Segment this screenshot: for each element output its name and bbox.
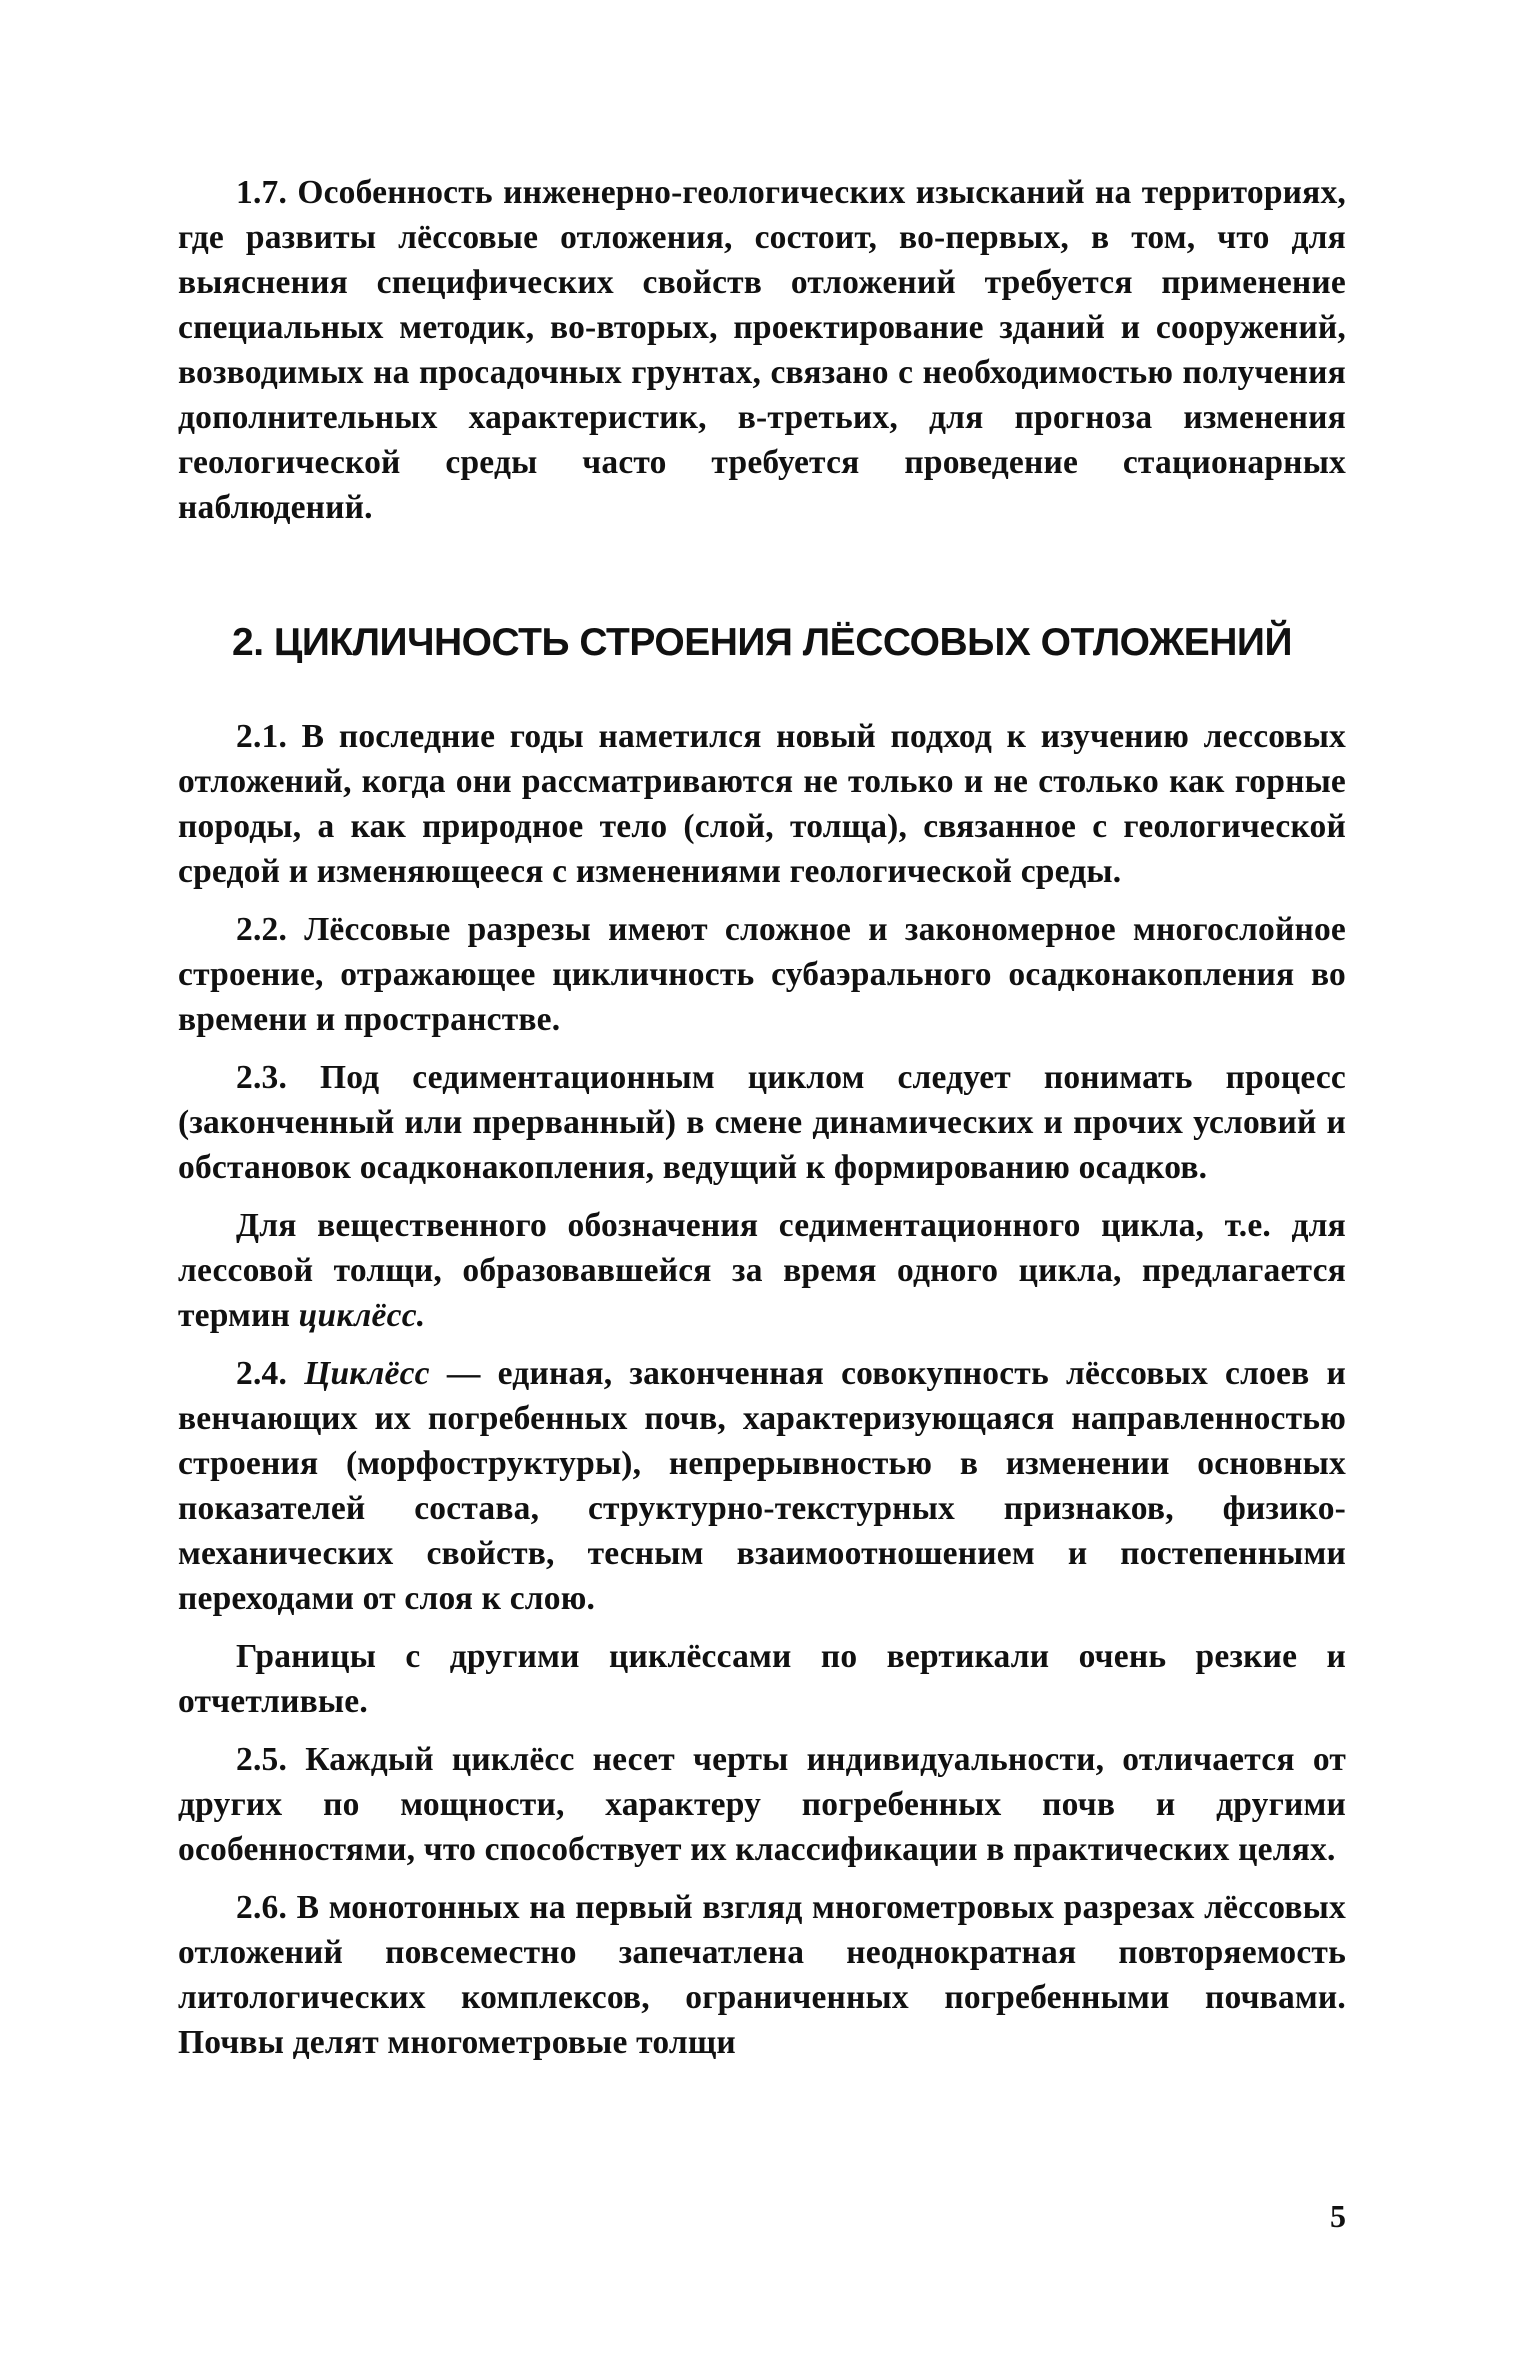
term-cyclloess: Циклёсс — [304, 1355, 430, 1392]
paragraph-2-3 — [178, 1055, 1346, 1190]
paragraph-2-4-continued — [178, 1634, 1346, 1724]
paragraph-text: Под седиментационным циклом следует понимать процесс (законченный или прерванный) в смене динамических и прочих условий и обстановок осадконакопления, ведущий к формированию осадков. — [178, 1059, 1346, 1186]
page-number: 5 — [1330, 2198, 1346, 2234]
paragraph-2-3-continued — [178, 1203, 1346, 1338]
term-cyclloess: циклёсс. — [298, 1297, 426, 1334]
section-heading: 2. ЦИКЛИЧНОСТЬ СТРОЕНИЯ ЛЁССОВЫХ ОТЛОЖЕНИЙ — [232, 621, 1292, 664]
paragraph-text: В последние годы наметился новый подход к изучению лессовых отложений, когда они рассматриваются не только и не столько как горные породы, а как природное тело (слой, толща), связанное с геологической средой и изменяющееся с изменениями геологической среды. — [178, 718, 1346, 890]
paragraph-2-1 — [178, 714, 1346, 894]
paragraph-number: 2.1. — [236, 718, 288, 755]
paragraph-text: — единая, законченная совокупность лёссовых слоев и венчающих их погребенных почв, характеризующаяся направленностью строения (морфоструктуры), непрерывностью в изменении основных показателей состава, структурно-текстурных признаков, физико-механических свойств, тесным взаимоотношением и постепенными переходами от слоя к слою. — [178, 1355, 1347, 1617]
paragraph-2-4 — [178, 1351, 1346, 1621]
paragraph-number: 2.3. — [236, 1059, 288, 1096]
paragraph-text: Для вещественного обозначения седиментационного цикла, т.е. для лессовой толщи, образовавшейся за время одного цикла, предлагается термин — [178, 1207, 1346, 1334]
paragraph-text: В монотонных на первый взгляд многометровых разрезах лёссовых отложений повсеместно запечатлена неоднократная повторяемость литологических комплексов, ограниченных погребенными почвами. Почвы делят многометровые толщи — [178, 1889, 1346, 2061]
paragraph-text: Каждый циклёсс несет черты индивидуальности, отличается от других по мощности, характеру погребенных почв и другими особенностями, что способствует их классификации в практических целях. — [178, 1741, 1346, 1868]
paragraph-text: Лёссовые разрезы имеют сложное и закономерное многослойное строение, отражающее цикличность субаэрального осадконакопления во времени и пространстве. — [178, 911, 1346, 1038]
paragraph-2-5 — [178, 1737, 1346, 1872]
paragraph-number: 2.5. — [236, 1741, 288, 1778]
paragraph-number: 2.4. — [236, 1355, 288, 1392]
document-page — [178, 170, 1346, 2065]
paragraph-number: 2.2. — [236, 911, 288, 948]
paragraph-text: Особенность инженерно-геологических изысканий на территориях, где развиты лёссовые отложения, состоит, во-первых, в том, что для выяснения специфических свойств отложений требуется применение специальных методик, во-вторых, проектирование зданий и сооружений, возводимых на просадочных грунтах, связано с необходимостью получения дополнительных характеристик, в-третьих, для прогноза изменения геологической среды часто требуется проведение стационарных наблюдений. — [178, 174, 1346, 526]
paragraph-number: 2.6. — [236, 1889, 288, 1926]
paragraph-2-6 — [178, 1885, 1346, 2065]
paragraph-number: 1.7. — [236, 174, 288, 211]
paragraph-2-2 — [178, 907, 1346, 1042]
paragraph-1-7 — [178, 170, 1346, 530]
paragraph-text: Границы с другими циклёссами по вертикали очень резкие и отчетливые. — [178, 1638, 1346, 1720]
